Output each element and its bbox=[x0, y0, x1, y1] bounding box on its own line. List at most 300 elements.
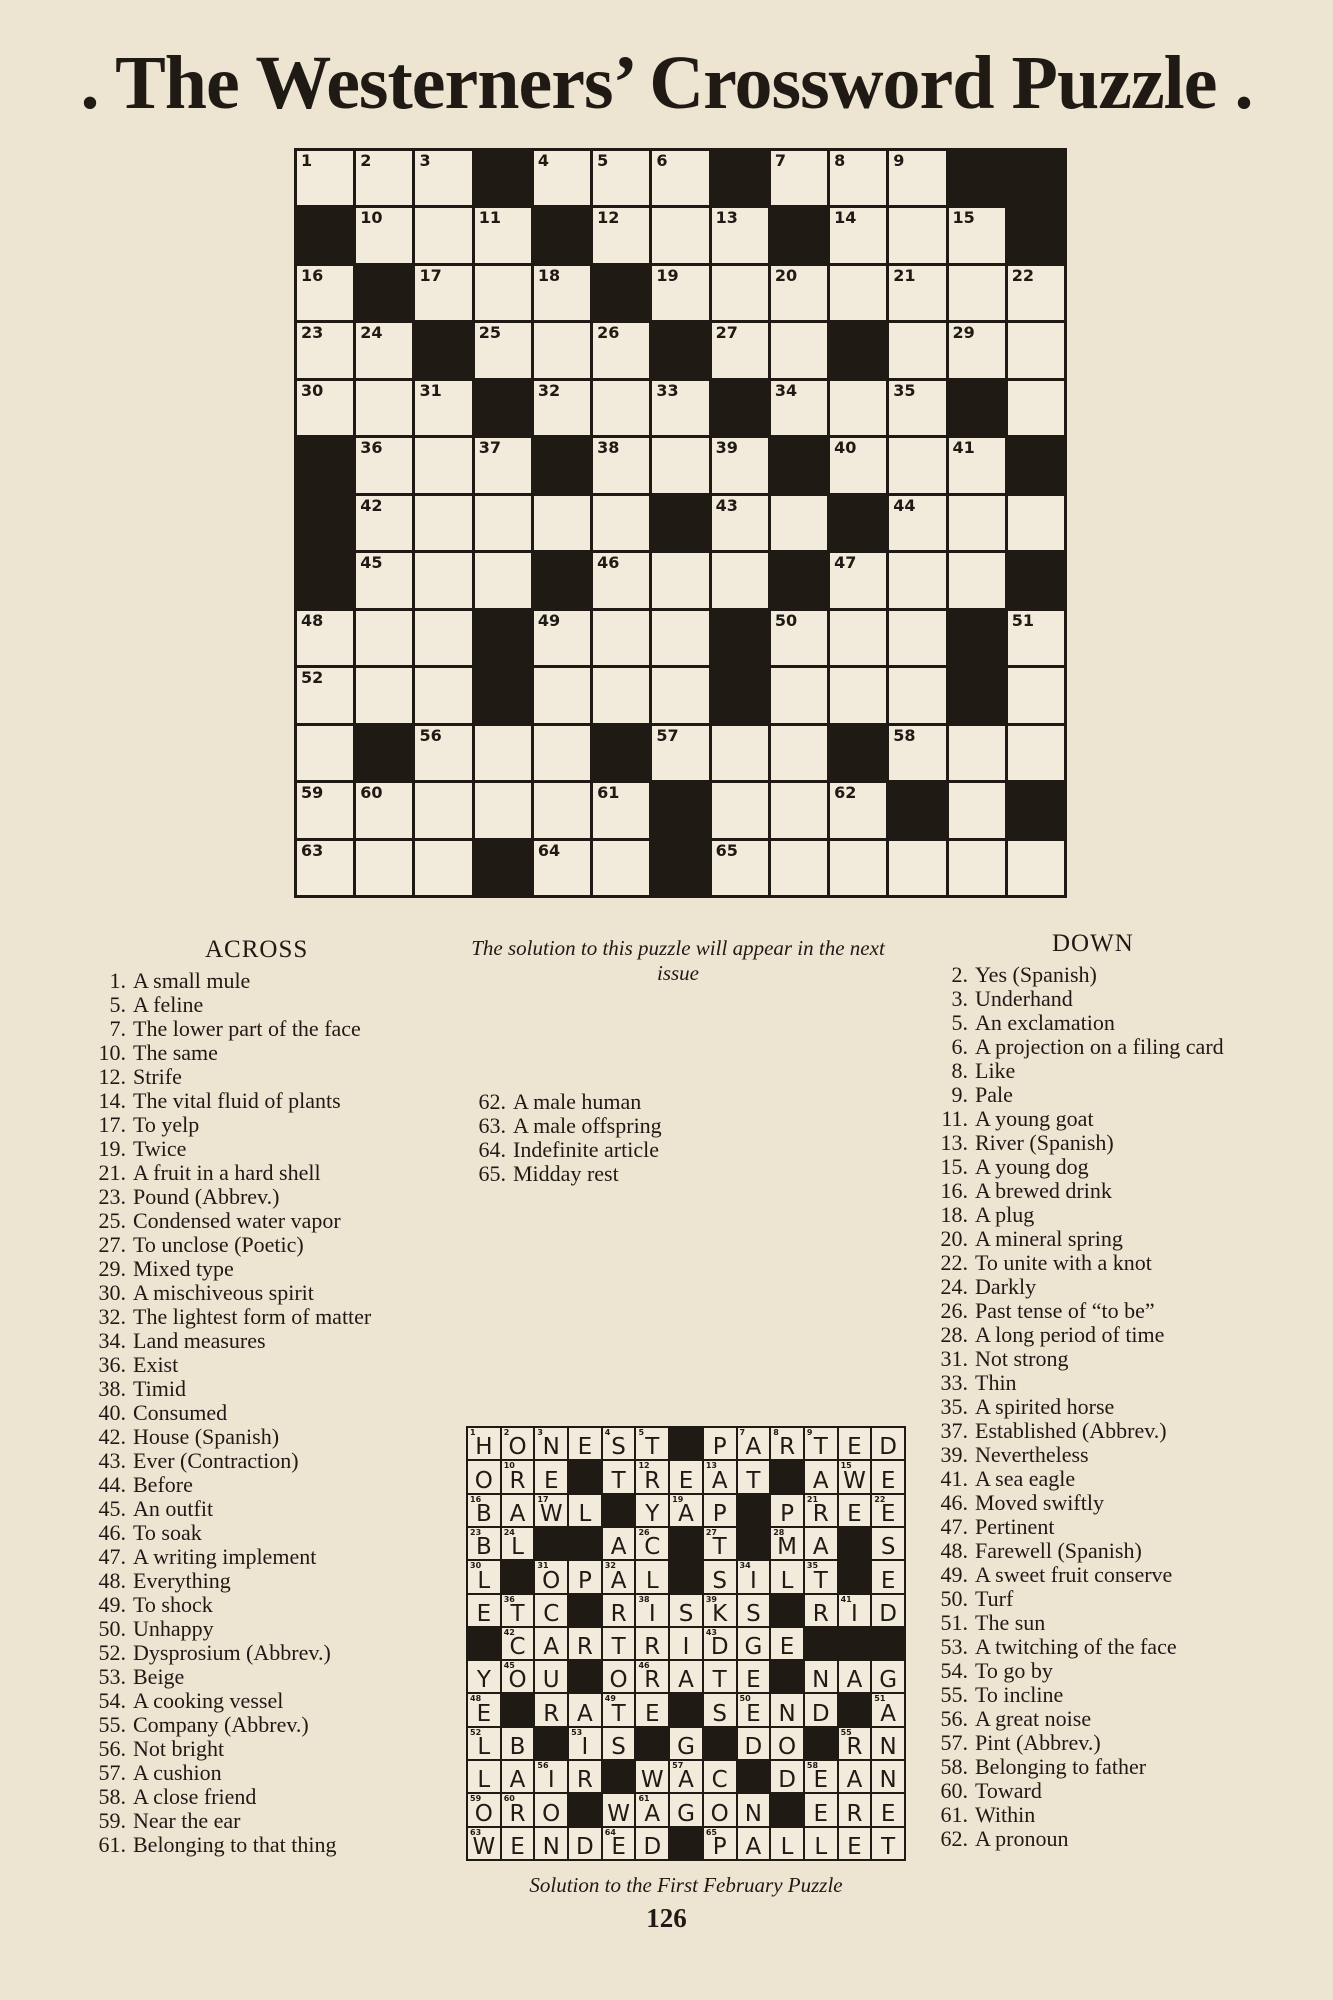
clue-number: 51 bbox=[1011, 610, 1035, 630]
clue-number: 23 bbox=[301, 323, 324, 343]
grid-cell[interactable] bbox=[415, 668, 471, 722]
grid-cell[interactable] bbox=[356, 323, 412, 377]
grid-cell[interactable] bbox=[889, 553, 945, 607]
grid-cell[interactable] bbox=[949, 438, 1005, 492]
grid-cell[interactable] bbox=[593, 151, 649, 205]
grid-cell[interactable] bbox=[1008, 668, 1064, 722]
grid-cell[interactable] bbox=[949, 841, 1005, 895]
clue-text: A projection on a filing card bbox=[975, 1034, 1224, 1059]
solution-letter: Y bbox=[645, 1500, 660, 1527]
solution-letter: L bbox=[477, 1567, 491, 1594]
clue-text: Land measures bbox=[133, 1328, 266, 1353]
solution-letter: E bbox=[813, 1767, 829, 1794]
clue-number: 19. bbox=[98, 1136, 126, 1161]
solution-number: 13 bbox=[705, 1461, 717, 1471]
across-heading: ACROSS bbox=[205, 936, 309, 963]
clue bbox=[928, 1203, 1263, 1227]
grid-cell[interactable] bbox=[652, 553, 708, 607]
grid-cell[interactable] bbox=[534, 726, 590, 780]
clue-number: 36. bbox=[98, 1352, 126, 1377]
grid-block bbox=[415, 323, 471, 377]
solution-cell bbox=[704, 1761, 736, 1792]
solution-block bbox=[771, 1595, 803, 1626]
solution-cell bbox=[535, 1595, 567, 1626]
grid-cell[interactable] bbox=[889, 726, 945, 780]
clue-number: 65. bbox=[478, 1161, 506, 1186]
grid-cell[interactable] bbox=[534, 841, 590, 895]
solution-cell bbox=[704, 1661, 736, 1692]
clue bbox=[86, 1281, 426, 1305]
clue bbox=[86, 1353, 426, 1377]
grid-cell[interactable] bbox=[830, 783, 886, 837]
grid-cell[interactable] bbox=[712, 783, 768, 837]
clue-number: 22 bbox=[1011, 265, 1035, 285]
solution-letter: S bbox=[678, 1600, 694, 1627]
grid-cell[interactable] bbox=[771, 841, 827, 895]
grid-cell[interactable] bbox=[771, 496, 827, 550]
grid-cell[interactable] bbox=[534, 668, 590, 722]
clue-text: Strife bbox=[133, 1064, 182, 1089]
clue-number: 38. bbox=[98, 1376, 126, 1401]
solution-letter: P bbox=[712, 1833, 727, 1860]
clue-number: 28. bbox=[940, 1322, 968, 1347]
clue-text: Thin bbox=[975, 1370, 1017, 1395]
grid-cell[interactable] bbox=[652, 668, 708, 722]
clue-text: Pertinent bbox=[975, 1514, 1055, 1539]
grid-cell[interactable] bbox=[593, 208, 649, 262]
clue bbox=[928, 1827, 1263, 1851]
clue-number: 52 bbox=[301, 668, 324, 688]
solution-letter: E bbox=[880, 1567, 896, 1594]
solution-letter: C bbox=[644, 1534, 661, 1561]
grid-cell[interactable] bbox=[771, 668, 827, 722]
solution-cell bbox=[738, 1561, 770, 1592]
solution-number: 58 bbox=[806, 1761, 819, 1771]
clue bbox=[928, 1707, 1263, 1731]
solution-number: 41 bbox=[840, 1594, 852, 1604]
grid-cell[interactable] bbox=[889, 496, 945, 550]
clue-number: 39 bbox=[715, 438, 738, 458]
solution-number: 4 bbox=[604, 1428, 611, 1437]
clue-text: To shock bbox=[133, 1592, 213, 1617]
grid-block bbox=[771, 553, 827, 607]
solution-letter: E bbox=[645, 1700, 660, 1727]
solution-cell bbox=[805, 1528, 837, 1559]
grid-cell[interactable] bbox=[889, 208, 945, 262]
grid-cell[interactable] bbox=[830, 151, 886, 205]
clue bbox=[86, 1713, 426, 1737]
solution-cell bbox=[535, 1828, 567, 1859]
solution-block bbox=[636, 1728, 668, 1759]
solution-block bbox=[603, 1761, 635, 1792]
grid-cell[interactable] bbox=[356, 841, 412, 895]
grid-cell[interactable] bbox=[889, 381, 945, 435]
clue-text: Mixed type bbox=[133, 1256, 234, 1281]
grid-cell[interactable] bbox=[771, 726, 827, 780]
grid-cell[interactable] bbox=[534, 151, 590, 205]
clue-number: 6. bbox=[951, 1034, 968, 1059]
clue-number: 63 bbox=[301, 840, 324, 860]
solution-number: 39 bbox=[705, 1594, 717, 1604]
clue-text: Everything bbox=[133, 1568, 231, 1593]
solution-cell bbox=[771, 1495, 803, 1526]
grid-cell[interactable] bbox=[534, 266, 590, 320]
grid-cell[interactable] bbox=[415, 783, 471, 837]
grid-cell[interactable] bbox=[949, 553, 1005, 607]
grid-cell[interactable] bbox=[1008, 611, 1064, 665]
solution-block bbox=[569, 1595, 601, 1626]
solution-letter: E bbox=[746, 1700, 761, 1727]
grid-cell[interactable] bbox=[534, 496, 590, 550]
grid-cell[interactable] bbox=[415, 438, 471, 492]
clue-text: A feline bbox=[133, 992, 204, 1017]
grid-cell[interactable] bbox=[297, 841, 353, 895]
grid-cell[interactable] bbox=[534, 323, 590, 377]
grid-cell[interactable] bbox=[534, 381, 590, 435]
clue-text: Pound (Abbrev.) bbox=[133, 1184, 280, 1209]
solution-letter: A bbox=[644, 1800, 661, 1827]
clue bbox=[928, 1467, 1263, 1491]
clue-number: 25. bbox=[98, 1208, 126, 1233]
solution-block bbox=[603, 1495, 635, 1526]
grid-cell[interactable] bbox=[297, 381, 353, 435]
clue-text: A pronoun bbox=[975, 1826, 1069, 1851]
grid-cell[interactable] bbox=[356, 381, 412, 435]
solution-letter: E bbox=[847, 1833, 862, 1860]
grid-cell[interactable] bbox=[356, 496, 412, 550]
grid-cell[interactable] bbox=[593, 611, 649, 665]
grid-cell[interactable] bbox=[830, 841, 886, 895]
grid-cell[interactable] bbox=[652, 151, 708, 205]
solution-cell bbox=[468, 1595, 500, 1626]
grid-cell[interactable] bbox=[593, 783, 649, 837]
clue bbox=[86, 1497, 426, 1521]
clue-text: Company (Abbrev.) bbox=[133, 1712, 309, 1737]
grid-cell[interactable] bbox=[297, 726, 353, 780]
solution-letter: R bbox=[846, 1800, 863, 1827]
solution-number: 52 bbox=[470, 1727, 482, 1737]
solution-cell bbox=[738, 1461, 770, 1492]
solution-letter: D bbox=[811, 1700, 830, 1727]
grid-cell[interactable] bbox=[771, 151, 827, 205]
solution-cell bbox=[771, 1728, 803, 1759]
clue-number: 11 bbox=[478, 208, 501, 228]
solution-cell bbox=[502, 1595, 534, 1626]
grid-cell[interactable] bbox=[475, 726, 531, 780]
grid-cell[interactable] bbox=[593, 553, 649, 607]
grid-cell[interactable] bbox=[949, 783, 1005, 837]
grid-cell[interactable] bbox=[652, 438, 708, 492]
grid-cell[interactable] bbox=[475, 496, 531, 550]
grid-cell[interactable] bbox=[415, 496, 471, 550]
clue-text: River (Spanish) bbox=[975, 1130, 1114, 1155]
clue-number: 53. bbox=[940, 1634, 968, 1659]
grid-block bbox=[949, 381, 1005, 435]
solution-letter: R bbox=[576, 1767, 593, 1794]
grid-cell[interactable] bbox=[652, 208, 708, 262]
grid-cell[interactable] bbox=[830, 266, 886, 320]
solution-cell bbox=[535, 1694, 567, 1725]
clue-number: 9 bbox=[893, 151, 905, 170]
solution-cell bbox=[636, 1628, 668, 1659]
grid-cell[interactable] bbox=[475, 208, 531, 262]
grid-cell[interactable] bbox=[889, 841, 945, 895]
clue-text: A writing implement bbox=[133, 1544, 317, 1569]
clue-number: 39. bbox=[940, 1442, 968, 1467]
clue bbox=[928, 1227, 1263, 1251]
clue-text: Past tense of “to be” bbox=[975, 1298, 1155, 1323]
solution-cell bbox=[535, 1561, 567, 1592]
grid-cell[interactable] bbox=[771, 381, 827, 435]
clue bbox=[928, 1155, 1263, 1179]
grid-cell[interactable] bbox=[771, 783, 827, 837]
grid-cell[interactable] bbox=[297, 151, 353, 205]
grid-cell[interactable] bbox=[949, 496, 1005, 550]
clue-text: An outfit bbox=[133, 1496, 214, 1521]
grid-cell[interactable] bbox=[415, 208, 471, 262]
solution-cell bbox=[839, 1761, 871, 1792]
grid-cell[interactable] bbox=[712, 553, 768, 607]
solution-cell bbox=[636, 1561, 668, 1592]
solution-letter: O bbox=[474, 1467, 493, 1494]
solution-number: 48 bbox=[470, 1694, 482, 1704]
solution-letter: G bbox=[677, 1800, 695, 1827]
grid-cell[interactable] bbox=[949, 208, 1005, 262]
solution-letter: I bbox=[749, 1567, 757, 1594]
grid-cell[interactable] bbox=[356, 208, 412, 262]
grid-cell[interactable] bbox=[593, 841, 649, 895]
grid-cell[interactable] bbox=[1008, 496, 1064, 550]
clue bbox=[928, 1035, 1263, 1059]
solution-cell bbox=[704, 1694, 736, 1725]
grid-cell[interactable] bbox=[415, 151, 471, 205]
solution-cell bbox=[872, 1495, 904, 1526]
grid-cell[interactable] bbox=[475, 266, 531, 320]
solution-letter: R bbox=[644, 1667, 661, 1694]
grid-cell[interactable] bbox=[652, 266, 708, 320]
solution-number: 30 bbox=[470, 1561, 482, 1571]
clue-number: 8. bbox=[951, 1058, 968, 1083]
clue bbox=[928, 1443, 1263, 1467]
grid-cell[interactable] bbox=[889, 151, 945, 205]
solution-cell bbox=[805, 1561, 837, 1592]
clue-number: 61. bbox=[940, 1802, 968, 1827]
solution-cell bbox=[872, 1595, 904, 1626]
grid-cell[interactable] bbox=[712, 726, 768, 780]
grid-cell[interactable] bbox=[415, 841, 471, 895]
grid-cell[interactable] bbox=[830, 438, 886, 492]
solution-letter: E bbox=[678, 1467, 694, 1494]
solution-number: 28 bbox=[773, 1527, 785, 1537]
grid-cell[interactable] bbox=[593, 323, 649, 377]
clue bbox=[86, 1521, 426, 1545]
solution-block bbox=[839, 1561, 871, 1592]
grid-cell[interactable] bbox=[771, 611, 827, 665]
grid-cell[interactable] bbox=[415, 553, 471, 607]
clue-number: 34 bbox=[774, 380, 798, 400]
grid-cell[interactable] bbox=[356, 668, 412, 722]
clue-text: Exist bbox=[133, 1352, 179, 1377]
grid-cell[interactable] bbox=[1008, 726, 1064, 780]
grid-cell[interactable] bbox=[652, 726, 708, 780]
grid-cell[interactable] bbox=[830, 611, 886, 665]
solution-letter: D bbox=[879, 1434, 897, 1461]
solution-cell bbox=[805, 1761, 837, 1792]
solution-number: 42 bbox=[503, 1627, 515, 1637]
grid-block bbox=[475, 841, 531, 895]
grid-cell[interactable] bbox=[593, 438, 649, 492]
grid-cell[interactable] bbox=[534, 611, 590, 665]
grid-cell[interactable] bbox=[889, 438, 945, 492]
solution-block bbox=[569, 1661, 601, 1692]
grid-cell[interactable] bbox=[889, 323, 945, 377]
clue bbox=[86, 1017, 426, 1041]
grid-cell[interactable] bbox=[475, 553, 531, 607]
grid-cell[interactable] bbox=[830, 668, 886, 722]
grid-cell[interactable] bbox=[949, 266, 1005, 320]
clue bbox=[86, 1137, 426, 1161]
solution-number: 55 bbox=[840, 1727, 852, 1737]
clue-text: Not strong bbox=[975, 1346, 1069, 1371]
grid-cell[interactable] bbox=[475, 438, 531, 492]
grid-cell[interactable] bbox=[1008, 323, 1064, 377]
solution-number: 12 bbox=[638, 1461, 650, 1471]
solution-block bbox=[569, 1794, 601, 1825]
clue-text: Near the ear bbox=[133, 1808, 241, 1833]
clue-number: 55. bbox=[98, 1712, 126, 1737]
grid-cell[interactable] bbox=[712, 323, 768, 377]
clue-number: 61. bbox=[98, 1832, 126, 1857]
solution-cell bbox=[670, 1661, 702, 1692]
solution-letter: D bbox=[744, 1734, 763, 1761]
grid-block bbox=[475, 611, 531, 665]
solution-letter: T bbox=[645, 1434, 660, 1461]
solution-cell bbox=[502, 1828, 534, 1859]
solution-number: 15 bbox=[840, 1461, 852, 1471]
grid-cell[interactable] bbox=[1008, 841, 1064, 895]
grid-cell[interactable] bbox=[593, 496, 649, 550]
grid-cell[interactable] bbox=[475, 323, 531, 377]
clue-text: A cushion bbox=[133, 1760, 222, 1785]
solution-letter: O bbox=[508, 1434, 527, 1461]
clue bbox=[86, 1209, 426, 1233]
grid-cell[interactable] bbox=[475, 783, 531, 837]
grid-cell[interactable] bbox=[297, 668, 353, 722]
grid-cell[interactable] bbox=[356, 438, 412, 492]
clue-number: 61 bbox=[597, 783, 620, 803]
clue-number: 62. bbox=[478, 1089, 506, 1114]
grid-cell[interactable] bbox=[712, 266, 768, 320]
clue-number: 49 bbox=[537, 610, 561, 630]
grid-cell[interactable] bbox=[593, 381, 649, 435]
clue-text: Underhand bbox=[975, 986, 1073, 1011]
grid-cell[interactable] bbox=[356, 611, 412, 665]
clue-number: 4 bbox=[537, 151, 550, 170]
grid-cell[interactable] bbox=[534, 783, 590, 837]
clue bbox=[86, 1809, 426, 1833]
grid-cell[interactable] bbox=[297, 266, 353, 320]
clue-number: 6 bbox=[656, 151, 668, 170]
solution-cell bbox=[569, 1828, 601, 1859]
grid-cell[interactable] bbox=[889, 668, 945, 722]
clue-text: Timid bbox=[133, 1376, 187, 1401]
grid-cell[interactable] bbox=[297, 783, 353, 837]
grid-cell[interactable] bbox=[889, 266, 945, 320]
grid-cell[interactable] bbox=[949, 726, 1005, 780]
grid-cell[interactable] bbox=[297, 611, 353, 665]
grid-cell[interactable] bbox=[415, 381, 471, 435]
grid-cell[interactable] bbox=[712, 438, 768, 492]
clue-number: 12. bbox=[98, 1064, 126, 1089]
solution-cell bbox=[603, 1794, 635, 1825]
grid-cell[interactable] bbox=[356, 783, 412, 837]
solution-letter: N bbox=[744, 1800, 762, 1827]
clue-number: 62. bbox=[940, 1826, 968, 1851]
grid-cell[interactable] bbox=[297, 323, 353, 377]
grid-cell[interactable] bbox=[889, 611, 945, 665]
grid-cell[interactable] bbox=[712, 208, 768, 262]
solution-cell bbox=[636, 1495, 668, 1526]
solution-cell bbox=[603, 1561, 635, 1592]
clue-text: Like bbox=[975, 1058, 1016, 1083]
solution-block bbox=[535, 1528, 567, 1559]
grid-cell[interactable] bbox=[1008, 266, 1064, 320]
solution-number: 5 bbox=[638, 1428, 645, 1437]
grid-cell[interactable] bbox=[415, 266, 471, 320]
clue-number: 35. bbox=[940, 1394, 968, 1419]
grid-cell[interactable] bbox=[771, 266, 827, 320]
grid-cell[interactable] bbox=[652, 381, 708, 435]
solution-block bbox=[670, 1428, 702, 1459]
solution-cell bbox=[771, 1628, 803, 1659]
clue-text: A spirited horse bbox=[975, 1394, 1115, 1419]
clue-text: A great noise bbox=[975, 1706, 1092, 1731]
solution-cell bbox=[569, 1428, 601, 1459]
grid-cell[interactable] bbox=[652, 611, 708, 665]
grid-cell[interactable] bbox=[830, 208, 886, 262]
solution-cell bbox=[839, 1461, 871, 1492]
grid-cell[interactable] bbox=[830, 381, 886, 435]
clue bbox=[928, 1347, 1263, 1371]
solution-cell bbox=[872, 1428, 904, 1459]
clue-number: 13 bbox=[715, 208, 738, 228]
grid-cell[interactable] bbox=[949, 323, 1005, 377]
solution-number: 9 bbox=[806, 1428, 813, 1437]
grid-cell[interactable] bbox=[1008, 381, 1064, 435]
grid-cell[interactable] bbox=[712, 496, 768, 550]
grid-cell[interactable] bbox=[356, 151, 412, 205]
solution-letter: O bbox=[542, 1800, 561, 1827]
solution-cell bbox=[872, 1561, 904, 1592]
clue-number: 9. bbox=[951, 1082, 968, 1107]
grid-cell[interactable] bbox=[712, 841, 768, 895]
grid-cell[interactable] bbox=[593, 668, 649, 722]
grid-cell[interactable] bbox=[415, 611, 471, 665]
grid-cell[interactable] bbox=[771, 323, 827, 377]
grid-cell[interactable] bbox=[415, 726, 471, 780]
solution-cell bbox=[502, 1794, 534, 1825]
clue-text: Midday rest bbox=[513, 1161, 619, 1186]
clue bbox=[86, 1785, 426, 1809]
solution-block bbox=[805, 1728, 837, 1759]
crossword-grid bbox=[294, 148, 1067, 898]
grid-cell[interactable] bbox=[830, 553, 886, 607]
solution-cell bbox=[805, 1461, 837, 1492]
grid-cell[interactable] bbox=[356, 553, 412, 607]
solution-cell bbox=[535, 1761, 567, 1792]
clue bbox=[928, 1083, 1263, 1107]
solution-cell bbox=[771, 1428, 803, 1459]
